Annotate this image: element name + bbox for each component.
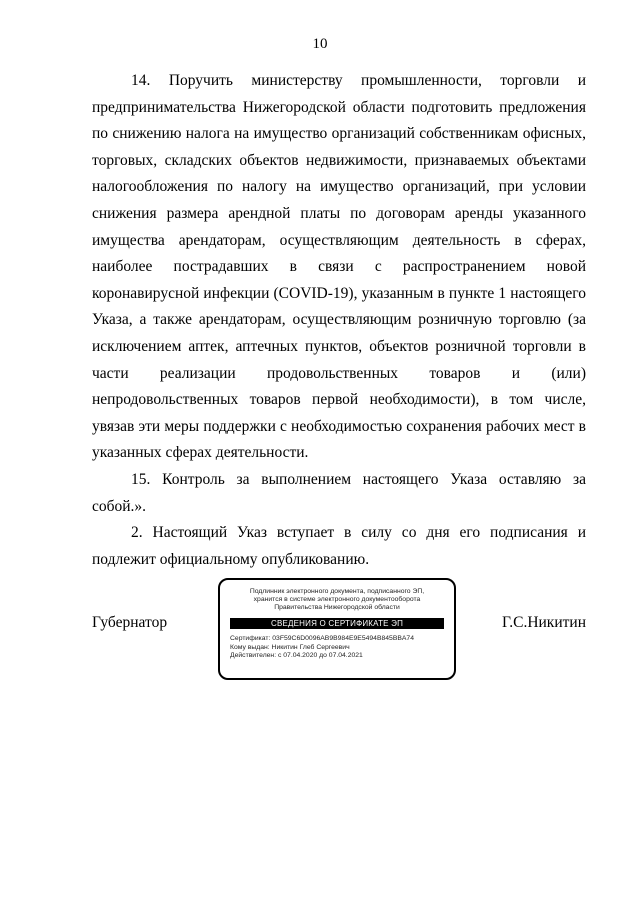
paragraph-14: 14. Поручить министерству промышленности, торговли и предпринимательства Нижегородской области подготовить предложения по снижению налога на имущество организаций собственникам офисных, торговых, складских объектов недвижимости, признаваемых объектами налогообложения по налогу на имущество организаций, при условии снижения размера арендной платы по договорам аренды указанного имущества арендаторам, осуществляющим деятельность в сферах, наиболее пострадавших в связи с распространением новой коронавирусной инфекции (COVID-19), указанным в пункте 1 настоящего Указа, а также арендаторам, осуществляющим розничную торговлю (за исключением аптек, аптечных пунктов, объектов розничной торговли в части реализации продовольственных товаров и (или) непродовольственных товаров первой необходимости), в том числе, увязав эти меры поддержки с необходимостью сохранения рабочих мест в указанных сферах деятельности. [92,72,586,462]
stamp-header-line: Подлинник электронного документа, подписанного ЭП, [249,588,425,595]
certificate-serial: Сертификат: 03F59C6D0096AB9B984E9E5494B845BBA74 [230,635,414,642]
signatory-name: Г.С.Никитин [502,614,586,631]
signature-block [0,578,640,684]
signatory-title: Губернатор [92,614,168,631]
stamp-header-line: Правительства Нижегородской области [274,604,400,611]
certificate-owner: Кому выдан: Никитин Глеб Сергеевич [230,643,350,651]
certificate-validity: Действителен: с 07.04.2020 до 07.04.2021 [230,652,363,659]
stamp-header-line: хранится в системе электронного документооборота [253,596,421,603]
page-number: 10 [312,36,328,52]
stamp-header [230,588,444,612]
electronic-signature-stamp [218,578,456,680]
paragraph-2: 2. Настоящий Указ вступает в силу со дня его подписания и подлежит официальному опубликованию. [92,524,586,568]
document-body [92,68,586,573]
certificate-details [230,635,444,661]
certificate-info-bar: СВЕДЕНИЯ О СЕРТИФИКАТЕ ЭП [230,618,444,629]
paragraph-15: 15. Контроль за выполнением настоящего Указа оставляю за собой.». [92,470,586,515]
